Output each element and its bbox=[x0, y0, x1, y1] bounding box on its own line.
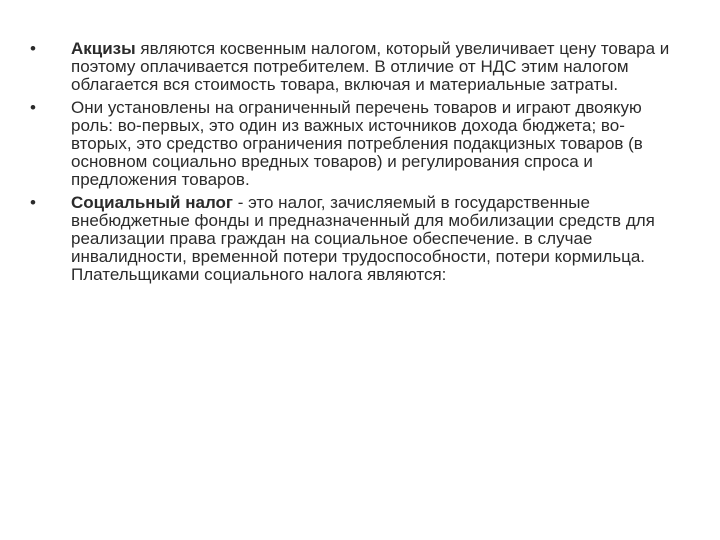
bullet-marker: • bbox=[30, 39, 36, 58]
bullet-social-tax bbox=[30, 194, 685, 284]
bullet-excise bbox=[30, 40, 685, 94]
term-excise: Акцизы bbox=[71, 39, 136, 58]
bullet-text: - это налог, зачисляемый в государственные внебюджетные фонды и предназначенный для мобилизации средств для реализации права граждан на социальное обеспечение. в случае инвалидности, временной потери трудоспособности, потери кормильца. Плательщиками социального налога являются: bbox=[71, 193, 655, 284]
bullet-text: являются косвенным налогом, который увеличивает цену товара и поэтому оплачивается потребителем. В отличие от НДС этим налогом облагается вся стоимость товара, включая и материальные затраты. bbox=[71, 39, 670, 94]
bullet-text: Они установлены на ограниченный перечень товаров и играют двоякую роль: во-первых, это один из важных источников дохода бюджета; во-вторых, это средство ограничения потребления подакцизных товаров (в основном социально вредных товаров) и регулирования спроса и предложения товаров. bbox=[71, 98, 643, 189]
bullet-marker: • bbox=[30, 193, 36, 212]
bullet-list bbox=[30, 40, 685, 289]
term-social-tax: Социальный налог bbox=[71, 193, 233, 212]
bullet-marker: • bbox=[30, 98, 36, 117]
bullet-scope bbox=[30, 99, 685, 189]
